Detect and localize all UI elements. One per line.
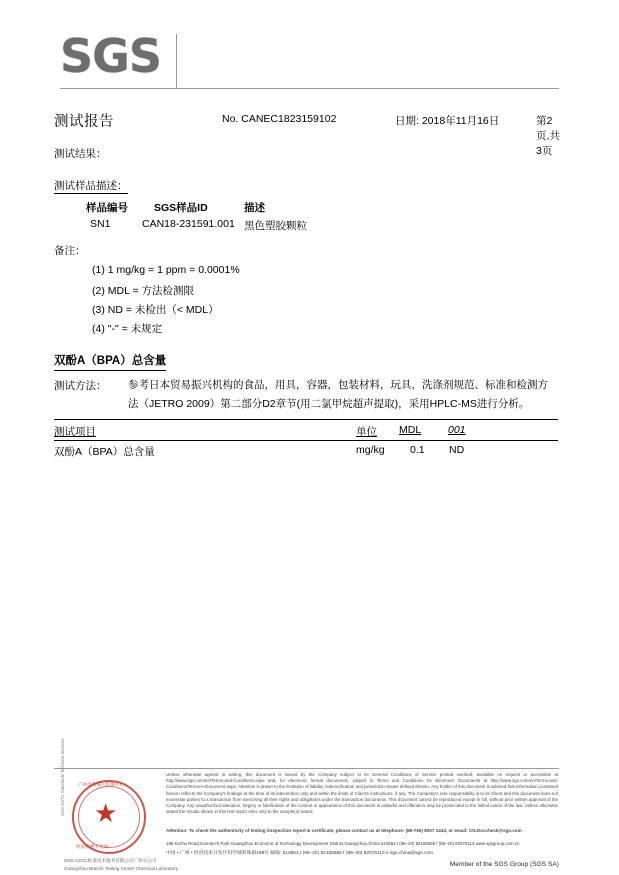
result-row-mdl: 0.1 bbox=[410, 444, 425, 456]
remarks-label: 备注： bbox=[54, 245, 86, 257]
result-row-value: ND bbox=[449, 444, 465, 456]
report-date: 日期: 2018年11月16日 bbox=[395, 115, 500, 127]
remark-item: (3) ND = 未检出（< MDL） bbox=[92, 304, 219, 316]
sgs-logo-text: SGS bbox=[60, 29, 162, 83]
address-english: 198 Kezhu Road,Scientech Park Guangzhou Economic & Technology Development District,Guangzhou,China 510663 t (86–20) 82155555 f (86–20) 82075113 www.sgsgroup.com.cn bbox=[166, 841, 520, 846]
test-method-label: 测试方法： bbox=[54, 380, 107, 392]
result-table-header-mdl: MDL bbox=[399, 424, 422, 436]
sample-description-label-text: 测试样品描述： bbox=[54, 180, 128, 192]
sample-table-cell-no: SN1 bbox=[90, 218, 111, 230]
result-table-header-sample: 001 bbox=[448, 424, 466, 436]
remark-item: (2) MDL = 方法检测限 bbox=[92, 285, 194, 297]
sample-table-cell-desc: 黑色塑胶颗粒 bbox=[244, 220, 307, 232]
result-table-top-rule bbox=[54, 419, 558, 420]
report-number: No. CANEC1823159102 bbox=[222, 113, 337, 125]
authenticity-notice: Attention: To check the authenticity of testing /inspection report & certificate, please contact us at telephone: (86-755) 8307 1443, or email: CN.Doccheck@sgs.com bbox=[166, 828, 522, 833]
lab-name-cn: SGS-CSTC标准技术服务有限公司广州分公司 bbox=[64, 858, 157, 863]
test-method-line: 法（JETRO 2009）第二部分D2章节(用二氯甲烷超声提取)，采用HPLC-MS进行分析。 bbox=[128, 398, 530, 410]
footer-rule bbox=[54, 768, 559, 769]
official-stamp bbox=[60, 738, 179, 871]
result-table-header-unit: 单位 bbox=[356, 426, 377, 438]
lab-name-en: Guangzhou Branch Testing Center Chemical Laboratory bbox=[64, 866, 179, 871]
result-table-header-item: 测试项目 bbox=[54, 426, 96, 438]
header-rule bbox=[60, 88, 559, 89]
sample-table-header-no: 样品编号 bbox=[86, 202, 128, 214]
test-method-line: 参考日本贸易振兴机构的食品，用具，容器，包装材料，玩具，洗涤剂规范、标准和检测方 bbox=[128, 379, 548, 391]
page-indicator: 第2页,共3页 bbox=[536, 115, 560, 157]
logo-divider-tick bbox=[176, 34, 177, 88]
sample-description-label bbox=[54, 178, 128, 193]
section-heading: 双酚A（BPA）总含量 bbox=[54, 352, 166, 371]
result-row-item: 双酚A（BPA）总含量 bbox=[54, 446, 155, 458]
legal-fine-print: Unless otherwise agreed in writing, this document is issued by the Company subject to its General Conditions of Service printed overleaf, available on request or accessible at http://www.sgs.com/en/Terms-and-Conditions.aspx and, for electronic format documents, subject to Terms and Conditions for Electronic Documents at http://www.sgs.com/en/Terms-and-Conditions/Terms-e-Document.aspx. Attention is drawn to the limitation of liability, indemnification and jurisdiction issues defined therein. Any holder of this document is advised that information contained hereon reflects the Company's findings at the time of its intervention only and within the limits of Client's instructions, if any. The Company's sole responsibility is to its Client and this document does not exonerate parties to a transaction from exercising all their rights and obligations under the transaction documents. This document cannot be reproduced except in full, without prior written approval of the Company. Any unauthorized alteration, forgery or falsification of the content or appearance of this document is unlawful and offenders may be prosecuted to the fullest extent of the law. Unless otherwise stated the results shown in this test report refer only to the sample(s) tested. bbox=[166, 772, 558, 815]
stamp-bottom-text: 检验检测专用章 bbox=[76, 844, 109, 849]
result-table-mid-rule bbox=[54, 440, 558, 441]
result-row-unit: mg/kg bbox=[356, 444, 385, 456]
page-title: 测试报告 bbox=[54, 114, 114, 130]
sample-table-header-desc: 描述 bbox=[244, 202, 265, 214]
remark-item: (1) 1 mg/kg = 1 ppm = 0.0001% bbox=[92, 264, 240, 276]
address-chinese: 中国 • 广州 • 经济技术开发区科学城科珠路198号 邮编: 510663 t (86–20) 82155555 f (86–20) 82075113 e sgs.china@sgs.com bbox=[166, 851, 434, 856]
sample-table-header-id: SGS样品ID bbox=[154, 202, 208, 214]
stamp-top-text: 广州市海珠区检测中心 bbox=[78, 782, 124, 787]
stamp-side-text: SGS-CSTC Standards Technical Services bbox=[60, 738, 65, 816]
results-label: 测试结果： bbox=[54, 148, 107, 160]
sgs-logo bbox=[60, 29, 180, 85]
sample-table-cell-id: CAN18-231591.001 bbox=[142, 218, 235, 230]
remark-item: (4) "-" = 未规定 bbox=[92, 323, 163, 335]
member-line: Member of the SGS Group (SGS SA) bbox=[449, 861, 559, 868]
